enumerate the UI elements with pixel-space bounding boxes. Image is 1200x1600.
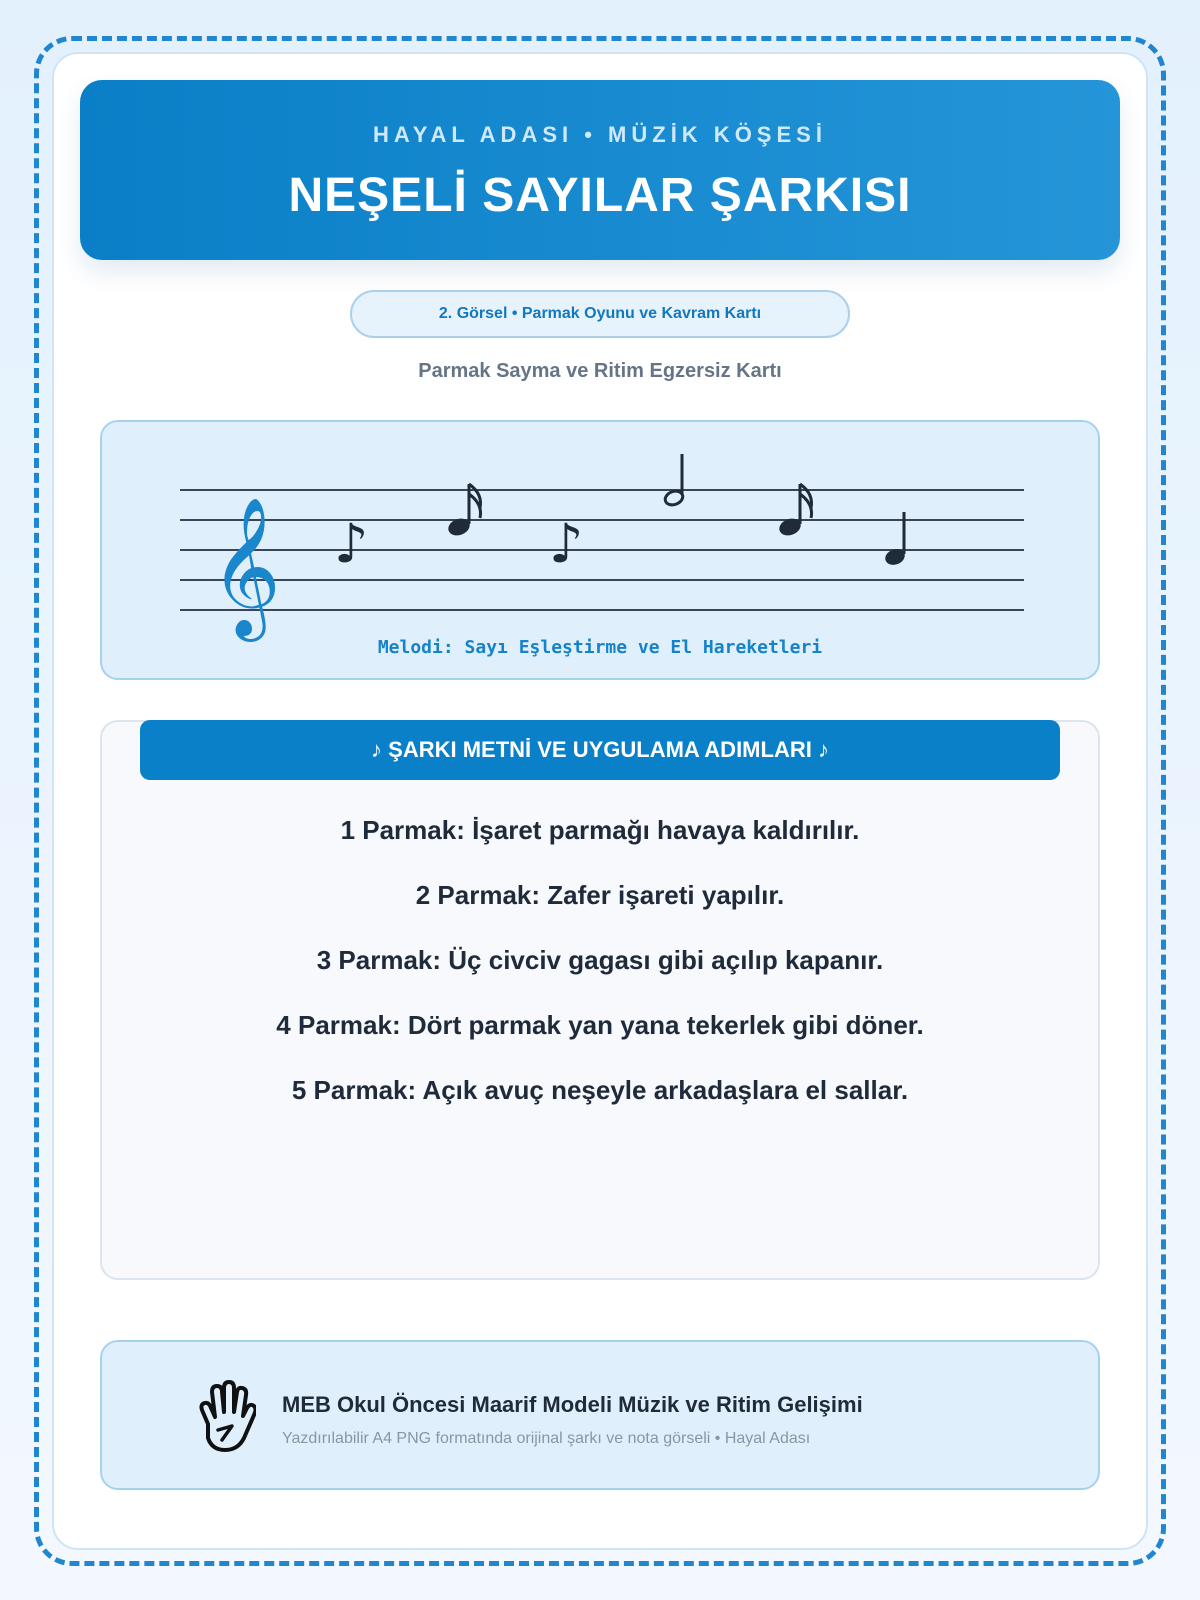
footer-title: MEB Okul Öncesi Maarif Modeli Müzik ve Ritim Gelişimi [282,1392,863,1417]
card-subtitle: Parmak Sayma ve Ritim Egzersiz Kartı [418,360,782,382]
card-label-pill: 2. Görsel • Parmak Oyunu ve Kavram Kartı [350,290,850,338]
footer-subtitle: Yazdırılabilir A4 PNG formatında orijinal şarkı ve nota görseli • Hayal Adası [282,1430,811,1447]
staff-panel [100,420,1100,680]
hand-icon [194,1380,256,1454]
note-half [663,454,684,507]
note-eighth-1: ♪ [334,512,369,575]
note-sixteenth-2 [777,484,812,538]
header-kicker: HAYAL ADASI • MÜZİK KÖŞESİ [373,122,827,147]
lyric-line-5: 5 Parmak: Açık avuç neşeyle arkadaşlara el sallar. [291,1075,909,1105]
note-sixteenth-1 [446,484,481,538]
melody-caption: Melodi: Sayı Eşleştirme ve El Hareketleri [377,637,823,658]
lyrics-lines [100,805,1100,1130]
lyric-line-3: 3 Parmak: Üç civciv gagası gibi açılıp kapanır. [316,945,884,975]
lyrics-heading: ♪ ŞARKI METNİ VE UYGULAMA ADIMLARI ♪ [140,720,1060,780]
footer-panel [100,1340,1100,1490]
page-header [80,80,1120,260]
note-eighth-2: ♪ [549,512,584,575]
lyric-line-2: 2 Parmak: Zafer işareti yapılır. [415,880,785,910]
page-title: NEŞELİ SAYILAR ŞARKISI [288,169,912,222]
lyric-line-1: 1 Parmak: İşaret parmağı havaya kaldırılır. [340,815,860,845]
treble-clef-icon: 𝄞 [210,497,281,636]
lyric-line-4: 4 Parmak: Dört parmak yan yana tekerlek gibi döner. [276,1010,924,1040]
